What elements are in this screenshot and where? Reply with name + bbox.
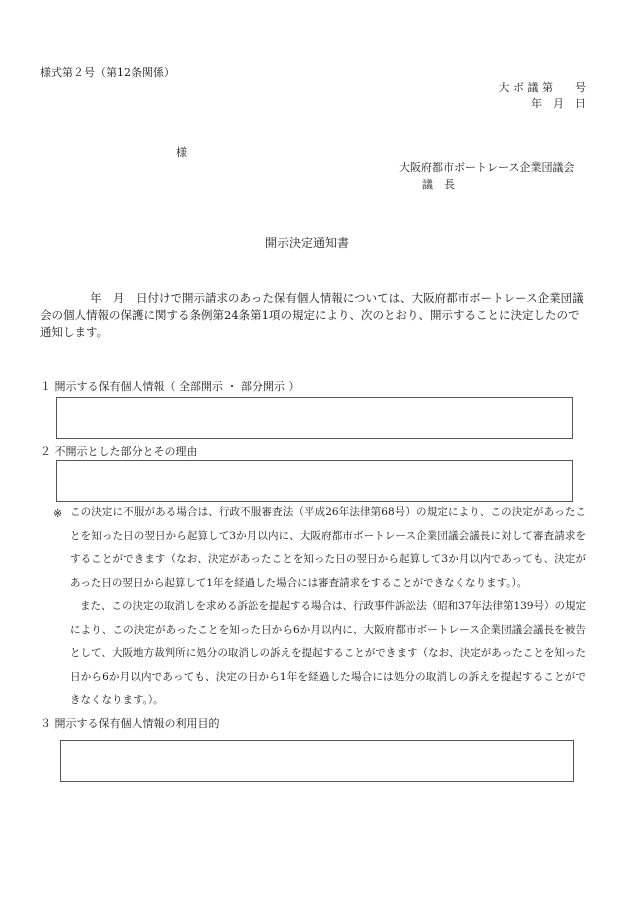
- section-1-field[interactable]: [56, 397, 573, 439]
- note-paragraph-2: [70, 595, 586, 713]
- intro-text: 年 月 日付けで開示請求のあった保有個人情報については、大阪府都市ボートレース企業団議会の個人情報の保護に関する条例第24条第1項の規定により、次のとおり、開示することに決定したので通知します。: [40, 291, 584, 339]
- note-text-2: また、この決定の取消しを求める訴訟を提起する場合は、行政事件訴訟法（昭和37年法律第139号）の規定により、この決定があったことを知った日から6か月以内に、大阪府都市ボートレース企業団議会議長を被告として、大阪地方裁判所に処分の取消しの訴えを提起することができます（なお、決定があったことを知った日から6か月以内であっても、決定の日から1年を経過した場合には処分の取消しの訴えを提起することができなくなります。）。: [70, 600, 586, 706]
- section-2-heading: ２ 不開示とした部分とその理由: [40, 445, 198, 458]
- note-paragraph-1: [70, 501, 586, 595]
- addressee-suffix: 様: [176, 146, 187, 159]
- sender-title: 議 長: [422, 178, 455, 191]
- section-2-field[interactable]: [56, 460, 573, 502]
- issue-date: 年 月 日: [531, 97, 586, 110]
- document-title: 開示決定通知書: [265, 236, 350, 250]
- note-text-1: この決定に不服がある場合は、行政不服審査法（平成26年法律第68号）の規定により、この決定があったことを知った日の翌日から起算して3か月以内に、大阪府都市ボートレース企業団議会議長に対して審査請求をすることができます（なお、決定があったことを知った日の翌日から起算して3か月以内であっても、決定があった日の翌日から起算して1年を経過した場合には審査請求をすることができなくなります。）。: [70, 506, 586, 589]
- intro-paragraph: [40, 290, 588, 341]
- document-number: 大 ボ 議 第 号: [498, 81, 586, 94]
- section-1-heading: １ 開示する保有個人情報（ 全部開示 ・ 部分開示 ）: [40, 380, 300, 393]
- section-3-field[interactable]: [60, 740, 574, 782]
- section-3-heading: ３ 開示する保有個人情報の利用目的: [40, 717, 220, 730]
- sender-organization: 大阪府都市ボートレース企業団議会: [399, 161, 575, 174]
- form-label: 様式第２号（第12条関係）: [40, 66, 175, 79]
- note-mark: ※: [53, 507, 63, 520]
